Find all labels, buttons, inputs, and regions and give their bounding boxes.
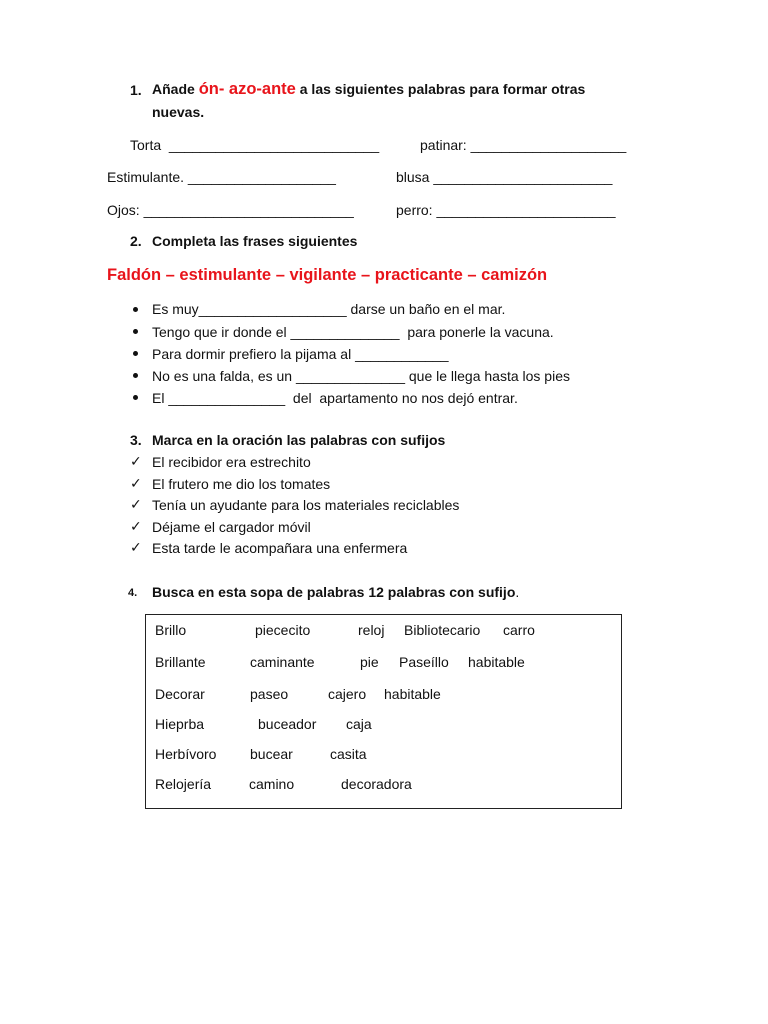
q1-field-patinar: patinar: ____________________ — [420, 137, 627, 153]
q2-word-bank: Faldón – estimulante – vigilante – practicante – camizón — [107, 266, 548, 284]
word-search-word: Paseíllo — [399, 654, 449, 670]
q3-item: Esta tarde le acompañara una enfermera — [152, 540, 408, 556]
q3-item: El frutero me dio los tomates — [152, 476, 331, 492]
q4-title-line — [152, 583, 519, 601]
word-search-word: pie — [360, 654, 379, 670]
word-search-word: Bibliotecario — [404, 622, 481, 638]
q1-field-blusa: blusa _______________________ — [396, 169, 613, 185]
word-search-word: bucear — [250, 746, 293, 762]
bullet-icon — [133, 395, 138, 400]
q1-field-perro: perro: _______________________ — [396, 202, 616, 218]
bullet-icon — [133, 373, 138, 378]
word-search-word: paseo — [250, 686, 289, 702]
q1-instruction-line2: nuevas. — [152, 104, 205, 120]
word-search-word: Brillo — [155, 622, 187, 638]
checkmark-icon: ✓ — [130, 496, 142, 512]
word-search-word: piececito — [255, 622, 311, 638]
q3-item: Déjame el cargador móvil — [152, 519, 311, 535]
q3-title: Marca en la oración las palabras con sufijos — [152, 432, 446, 448]
word-search-word: buceador — [258, 716, 317, 732]
q1-instruction-suffix: a las siguientes palabras para formar otras — [295, 81, 586, 97]
q2-title: Completa las frases siguientes — [152, 233, 358, 249]
word-search-word: Decorar — [155, 686, 205, 702]
word-search-word: carro — [503, 622, 535, 638]
q1-instruction-prefix: Añade — [152, 81, 199, 97]
word-search-word: caja — [346, 716, 372, 732]
q4-number: 4. — [128, 587, 138, 599]
q1-number: 1. — [130, 82, 142, 98]
bullet-icon — [133, 307, 138, 312]
word-search-word: casita — [330, 746, 367, 762]
checkmark-icon: ✓ — [130, 475, 142, 491]
q2-item: Para dormir prefiero la pijama al ____________ — [152, 346, 449, 362]
q1-field-ojos: Ojos: ___________________________ — [107, 202, 354, 218]
q3-item: El recibidor era estrechito — [152, 454, 311, 470]
word-search-word: cajero — [328, 686, 367, 702]
q1-suffix-highlight: ón- azo-ante — [198, 80, 296, 98]
q2-item: Tengo que ir donde el ______________ para ponerle la vacuna. — [152, 324, 554, 340]
word-search-word: camino — [249, 776, 295, 792]
q2-item: No es una falda, es un ______________ que le llega hasta los pies — [152, 368, 570, 384]
q1-field-torta: Torta ___________________________ — [130, 137, 380, 153]
word-search-word: Relojería — [155, 776, 212, 792]
q2-number: 2. — [130, 233, 142, 249]
word-search-word: habitable — [384, 686, 441, 702]
word-search-word: caminante — [250, 654, 315, 670]
q2-item: El _______________ del apartamento no nos dejó entrar. — [152, 390, 518, 406]
q1-field-estimulante: Estimulante. ___________________ — [107, 169, 336, 185]
q4-title: Busca en esta sopa de palabras 12 palabras con sufijo — [152, 584, 516, 600]
word-search-word: Brillante — [155, 654, 206, 670]
checkmark-icon: ✓ — [130, 453, 142, 469]
q4-title-end: . — [515, 584, 520, 600]
word-search-box — [145, 614, 622, 809]
word-search-word: Hieprba — [155, 716, 205, 732]
q1-instruction — [152, 80, 585, 98]
word-search-word: habitable — [468, 654, 525, 670]
word-search-word: reloj — [358, 622, 385, 638]
q3-item: Tenía un ayudante para los materiales reciclables — [152, 497, 460, 513]
checkmark-icon: ✓ — [130, 518, 142, 534]
checkmark-icon: ✓ — [130, 539, 142, 555]
bullet-icon — [133, 329, 138, 334]
bullet-icon — [133, 351, 138, 356]
q2-item: Es muy___________________ darse un baño en el mar. — [152, 301, 506, 317]
q3-number: 3. — [130, 432, 142, 448]
word-search-word: decoradora — [341, 776, 412, 792]
word-search-word: Herbívoro — [155, 746, 217, 762]
